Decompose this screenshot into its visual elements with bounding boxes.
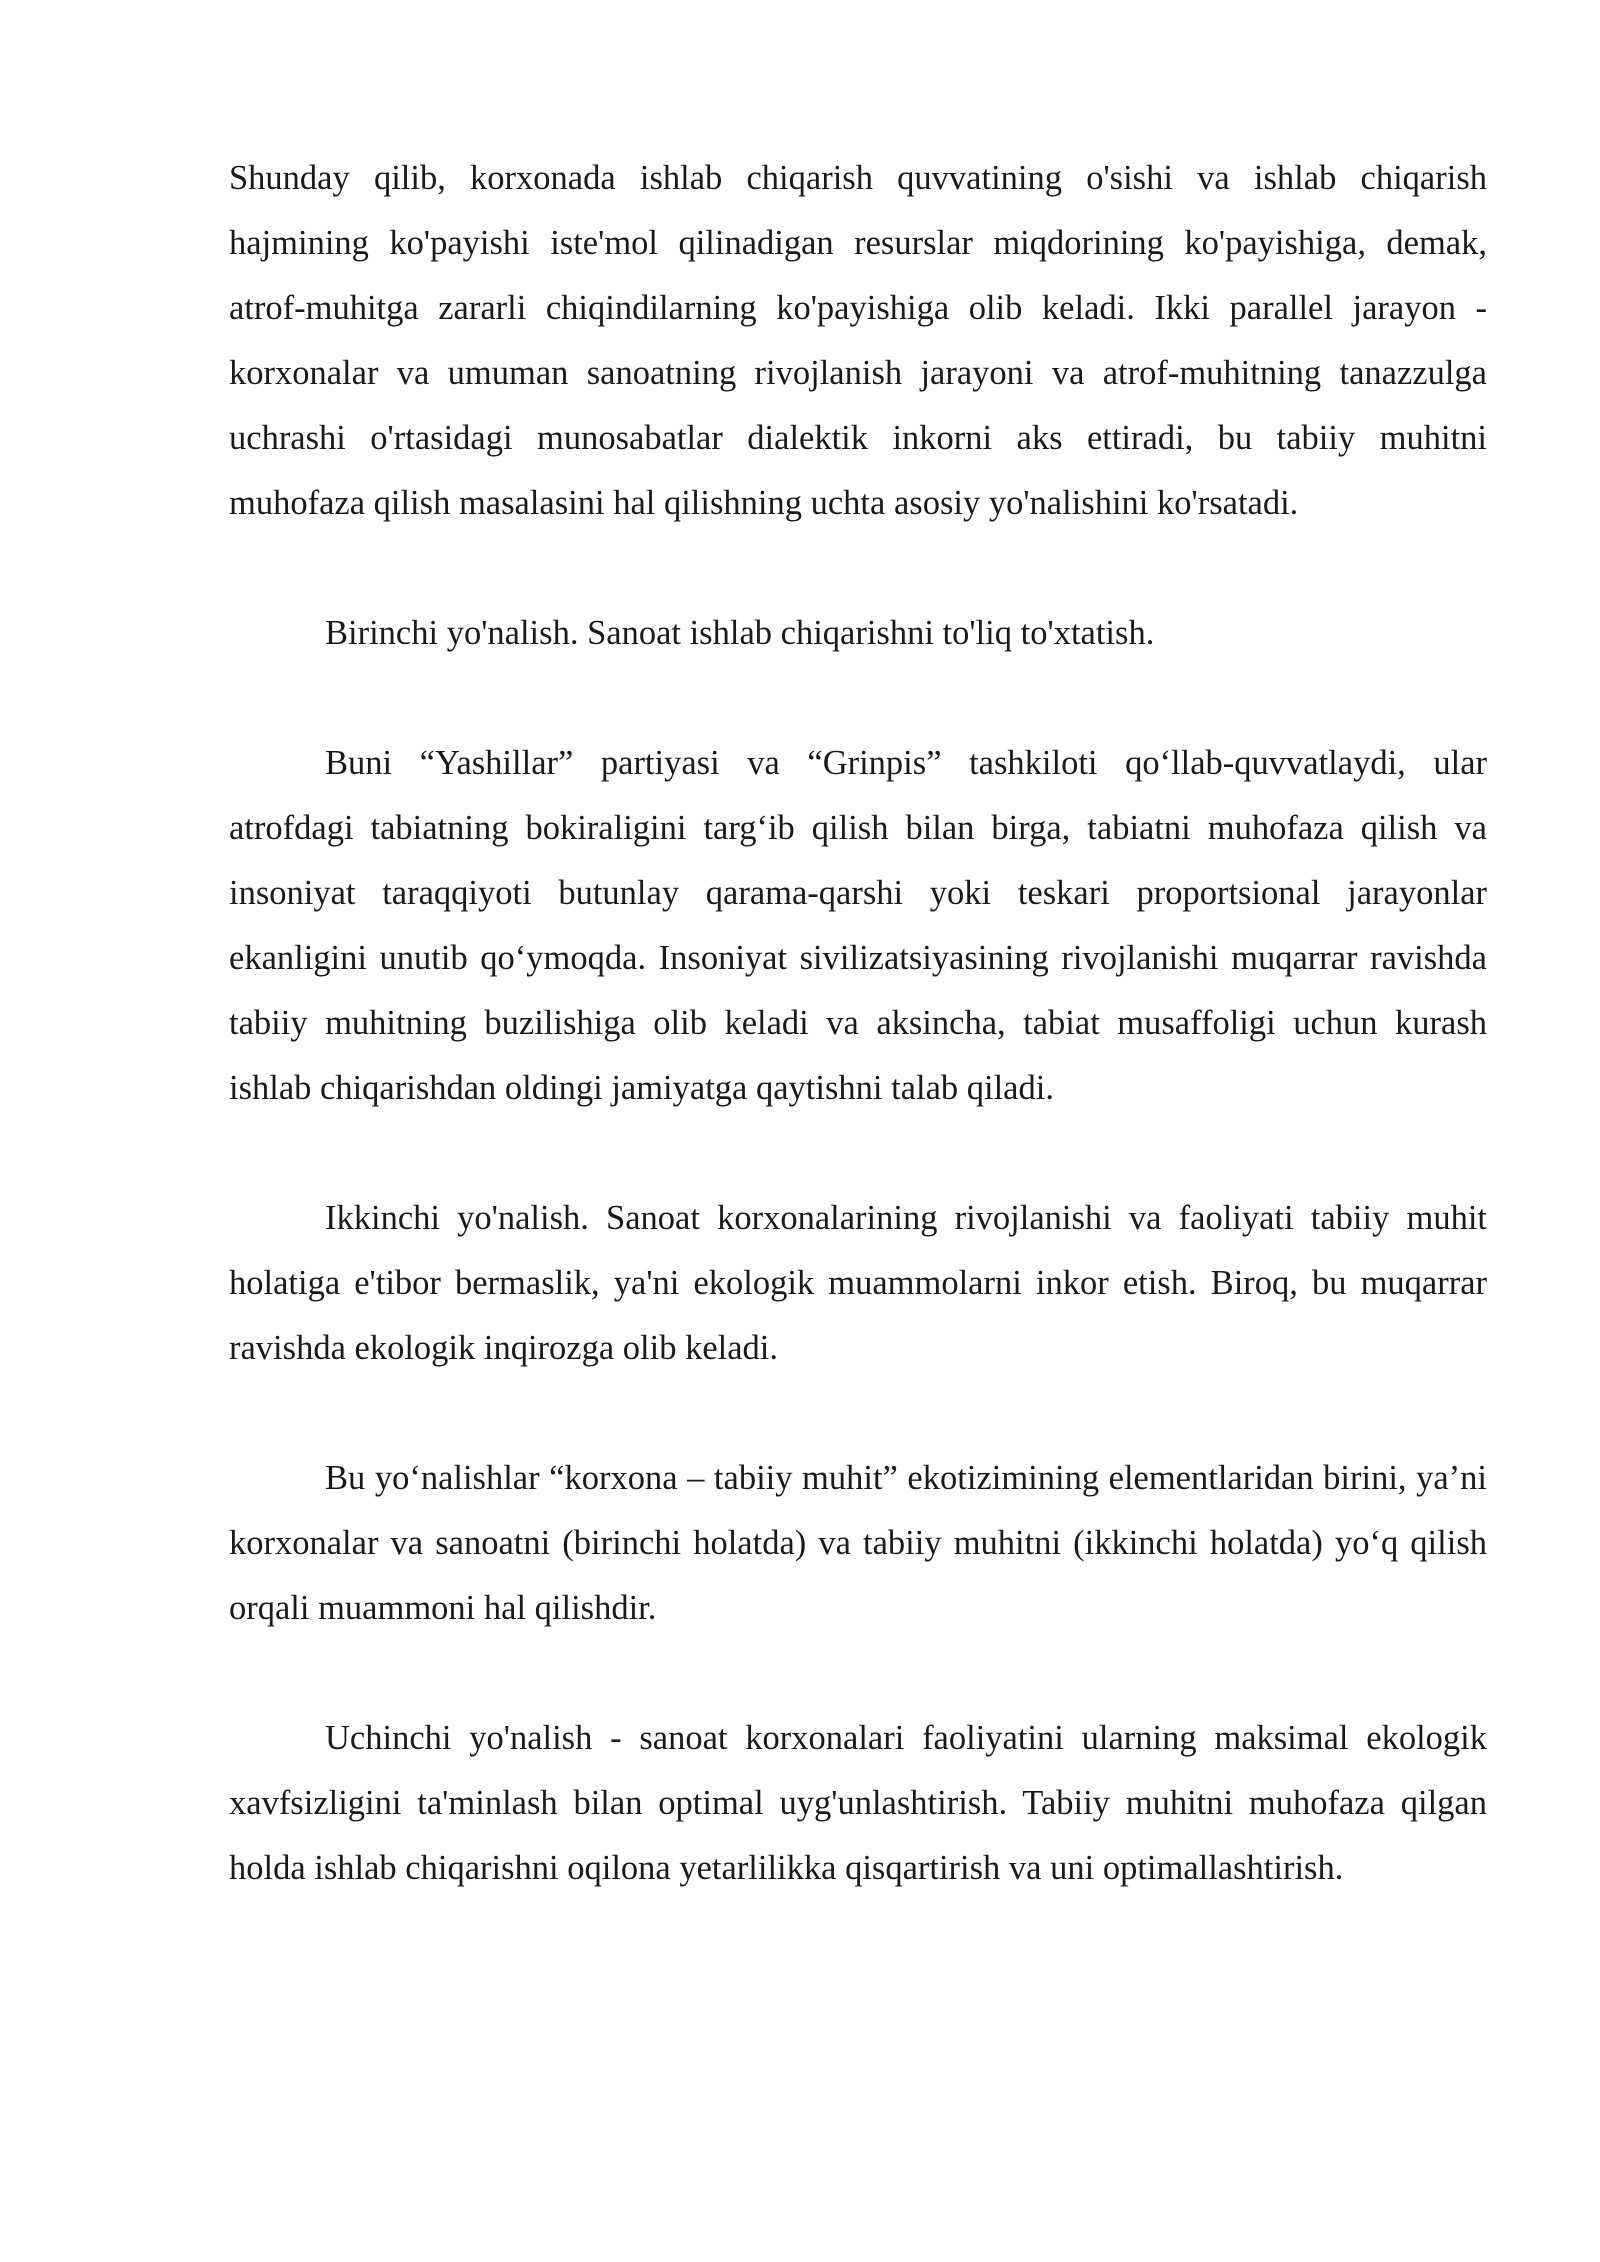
paragraph-intro: Shunday qilib, korxonada ishlab chiqarish quvvatining o'sishi va ishlab chiqarish hajmining ko'payishi iste'mol qilinadigan resurslar miqdorining ko'payishiga, demak, atrof-muhitga zararli chiqindilarning ko'payishiga olib keladi. Ikki parallel jarayon - korxonalar va umuman sanoatning rivojlanish jarayoni va atrof-muhitning tanazzulga uchrashi o'rtasidagi munosabatlar dialektik inkorni aks ettiradi, bu tabiiy muhitni muhofaza qilish masalasini hal qilishning uchta asosiy yo'nalishini ko'rsatadi. (229, 159, 1487, 522)
paragraph-third-direction: Uchinchi yo'nalish - sanoat korxonalari faoliyatini ularning maksimal ekologik xavfsizligini ta'minlash bilan optimal uyg'unlashtirish. Tabiiy muhitni muhofaza qilgan holda ishlab chiqarishni oqilona yetarlilikka qisqartirish va uni optimallashtirish. (229, 1719, 1487, 1887)
paragraph-greens-support: Buni “Yashillar” partiyasi va “Grinpis” tashkiloti qo‘llab-quvvatlaydi, ular atrofdagi tabiatning bokiraligini targ‘ib qilish bilan birga, tabiatni muhofaza qilish va insoniyat taraqqiyoti butunlay qarama-qarshi yoki teskari proportsional jarayonlar ekanligini unutib qo‘ymoqda. Insoniyat sivilizatsiyasining rivojlanishi muqarrar ravishda tabiiy muhitning buzilishiga olib keladi va aksincha, tabiat musaffoligi uchun kurash ishlab chiqarishdan oldingi jamiyatga qaytishni talab qiladi. (229, 744, 1487, 1107)
paragraph-first-direction: Birinchi yo'nalish. Sanoat ishlab chiqarishni to'liq to'xtatish. (325, 614, 1155, 652)
paragraph-ecosystem: Bu yo‘nalishlar “korxona – tabiiy muhit” ekotizimining elementlaridan birini, ya’ni korxonalar va sanoatni (birinchi holatda) va tabiiy muhitni (ikkinchi holatda) yo‘q qilish orqali muammoni hal qilishdir. (229, 1459, 1487, 1627)
paragraph-second-direction: Ikkinchi yo'nalish. Sanoat korxonalarining rivojlanishi va faoliyati tabiiy muhit holatiga e'tibor bermaslik, ya'ni ekologik muammolarni inkor etish. Biroq, bu muqarrar ravishda ekologik inqirozga olib keladi. (229, 1199, 1487, 1367)
document-body (229, 146, 1487, 1901)
